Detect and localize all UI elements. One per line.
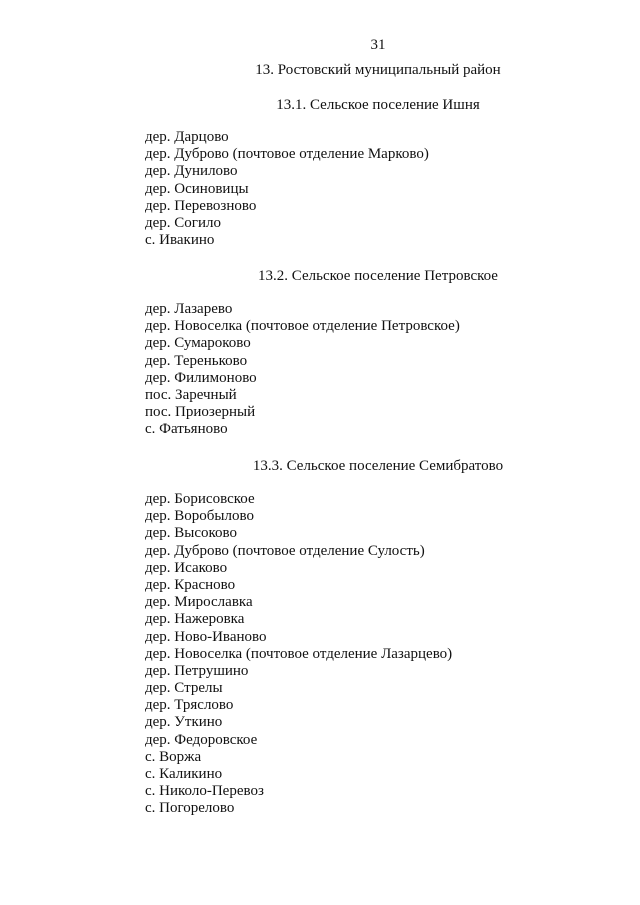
list-item: дер. Мирославка bbox=[145, 594, 253, 611]
list-item: дер. Новоселка (почтовое отделение Лазарцево) bbox=[145, 645, 453, 662]
list-item: дер. Нажеровка bbox=[145, 611, 245, 628]
list-item: дер. Воробылово bbox=[145, 508, 254, 525]
list-item: с. Ивакино bbox=[145, 232, 215, 249]
list-item: дер. Дарцово bbox=[145, 129, 229, 145]
list-item: дер. Красново bbox=[145, 576, 236, 593]
list-item: дер. Дунилово bbox=[145, 163, 238, 180]
list-item: с. Фатьяново bbox=[145, 421, 228, 438]
list-item: дер. Федоровское bbox=[145, 731, 258, 748]
list-item: с. Каликино bbox=[145, 766, 223, 782]
list-item: дер. Стрелы bbox=[145, 680, 223, 697]
list-item: дер. Петрушино bbox=[145, 662, 249, 679]
list-item: дер. Сумароково bbox=[145, 335, 251, 352]
list-item: дер. Лазарево bbox=[145, 301, 233, 317]
list-item: пос. Приозерный bbox=[145, 404, 256, 421]
settlement-list-ishnya bbox=[145, 129, 429, 249]
section-heading-ishnya: 13.1. Сельское поселение Ишня bbox=[276, 97, 480, 113]
settlement-list-petrovskoe bbox=[145, 301, 460, 439]
list-item: дер. Исаково bbox=[145, 559, 228, 576]
list-item: дер. Борисовское bbox=[145, 491, 255, 507]
list-item: с. Николо-Перевоз bbox=[145, 783, 264, 800]
list-item: дер. Осиновицы bbox=[145, 180, 249, 197]
list-item: с. Воржа bbox=[145, 748, 202, 765]
list-item: дер. Высоково bbox=[145, 525, 238, 542]
list-item: дер. Перевозново bbox=[145, 197, 257, 214]
list-item: дер. Дуброво (почтовое отделение Сулость) bbox=[145, 542, 425, 559]
district-title: 13. Ростовский муниципальный район bbox=[255, 62, 501, 78]
list-item: дер. Филимоново bbox=[145, 369, 257, 386]
settlement-list-semibratovo bbox=[145, 491, 452, 818]
list-item: с. Погорелово bbox=[145, 800, 235, 817]
list-item: дер. Тереньково bbox=[145, 352, 248, 369]
list-item: дер. Дуброво (почтовое отделение Марково) bbox=[145, 146, 429, 163]
list-item: пос. Заречный bbox=[145, 386, 237, 403]
list-item: дер. Тряслово bbox=[145, 697, 234, 714]
section-heading-petrovskoe: 13.2. Сельское поселение Петровское bbox=[258, 268, 498, 284]
list-item: дер. Новоселка (почтовое отделение Петровское) bbox=[145, 318, 460, 335]
section-heading-semibratovo: 13.3. Сельское поселение Семибратово bbox=[252, 458, 504, 474]
list-item: дер. Уткино bbox=[145, 714, 223, 731]
list-item: дер. Согило bbox=[145, 214, 221, 231]
list-item: дер. Ново-Иваново bbox=[145, 628, 267, 645]
page-number: 31 bbox=[370, 37, 386, 53]
